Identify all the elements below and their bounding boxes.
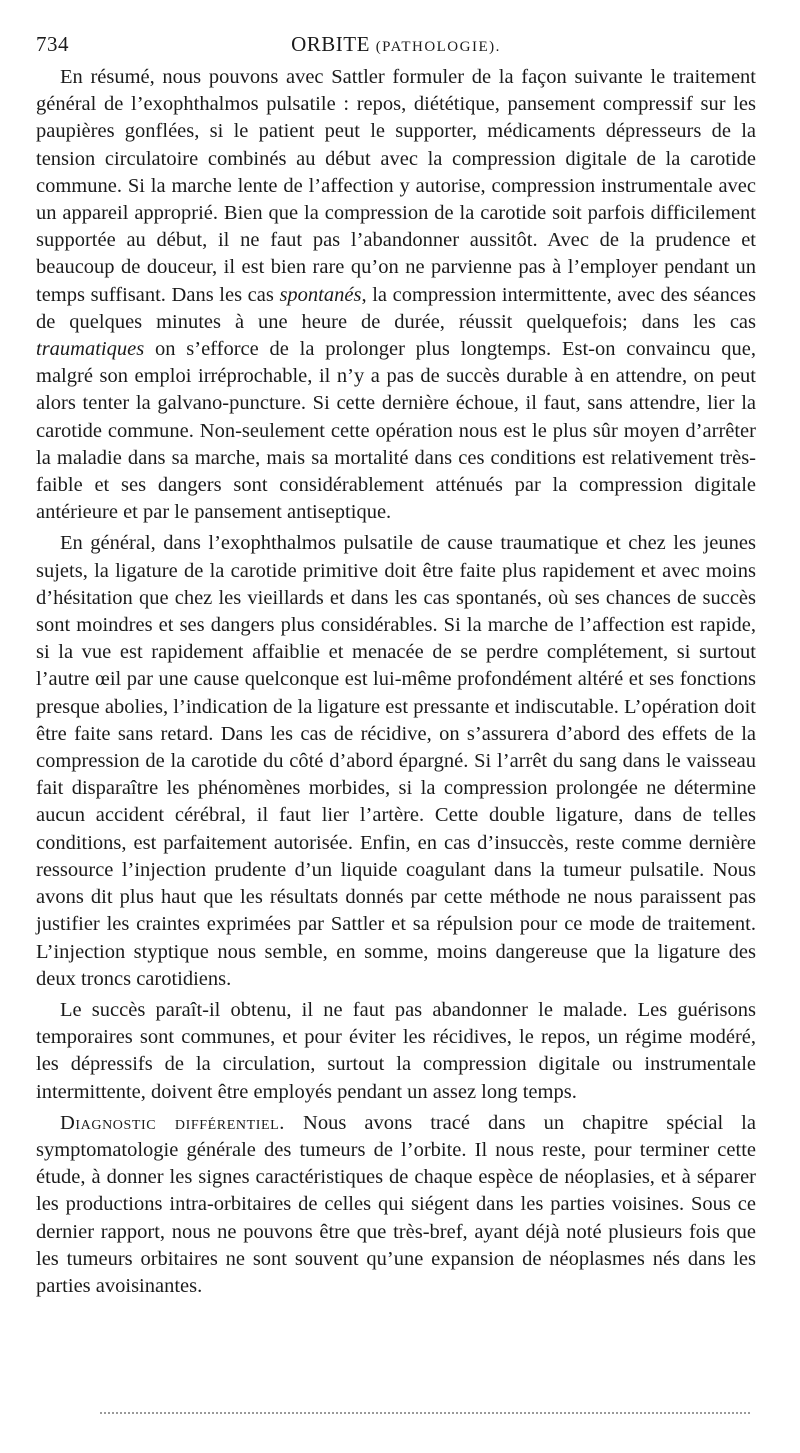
running-title-main: ORBITE	[291, 32, 370, 56]
italic-term-spontaneous: spontanés	[279, 283, 362, 306]
text-run: Le succès paraît-il obtenu, il ne faut pas abandonner le malade. Les guérisons temporaires sont communes, et pour éviter les récidives, le repos, un régime modéré, les dépressifs de la circulation, surtout la compression digitale ou instrumentale intermittente, doivent être employés pendant un assez long temps.	[36, 998, 756, 1103]
page-number: 734	[36, 32, 69, 56]
paragraph-recovery	[36, 997, 756, 1106]
text-run: En résumé, nous pouvons avec Sattler formuler de la façon suivante le traitement général de l’exophthalmos pulsatile : repos, diététique, pansement compressif sur les paupières gonflées, si le patient peut le supporter, médicaments dépresseurs de la tension circulatoire combinés au début avec la compression digitale de la carotide commune. Si la marche lente de l’affection y autorise, compression instrumentale avec un appareil approprié. Bien que la compression de la carotide soit parfois difficilement supportée au début, il ne faut pas l’abandonner aussitôt. Avec de la prudence et beaucoup de douceur, il est bien rare qu’on ne parvienne pas à l’employer pendant un temps suffisant. Dans les cas	[36, 66, 756, 306]
paragraph-differential-diagnosis	[36, 1110, 756, 1300]
text-run: , la compression intermittente, avec des séances de quelques minutes à une heure de durée, réussit quelquefois; dans les cas	[36, 283, 756, 333]
running-head	[36, 28, 756, 62]
footer-dotted-rule	[100, 1412, 750, 1414]
paragraph-ligature-indications	[36, 530, 756, 992]
running-title-sub: (PATHOLOGIE).	[375, 39, 501, 55]
text-run: on s’efforce de la prolonger plus longtemps. Est-on convaincu que, malgré son emploi irréprochable, il n’y a pas de succès durable à en attendre, on peut alors tenter la galvano-puncture. Si cette dernière échoue, il faut, sans attendre, lier la carotide commune. Non-seulement cette opération nous est le plus sûr moyen d’arrêter la maladie dans sa marche, mais sa mortalité dans ces conditions est relativement très-faible et ses dangers sont considérablement atténués par la compression digitale antérieure et par le pansement antiseptique.	[36, 338, 756, 524]
text-run: En général, dans l’exophthalmos pulsatile de cause traumatique et chez les jeunes sujets, la ligature de la carotide primitive doit être faite plus rapidement et avec moins d’hésitation que chez les vieillards et dans les cas spontanés, où ses chances de succès sont moindres et ses dangers plus considérables. Si la marche de l’affection est rapide, si la vue est rapidement affaiblie et menacée de se perdre complétement, si surtout l’autre œil par une cause quelconque est lui-même profondément altéré et ses fonctions presque abolies, l’indication de la ligature est pressante et indiscutable. L’opération doit être faite sans retard. Dans les cas de récidive, on s’assurera d’abord des effets de la compression de la carotide du côté d’abord épargné. Si l’arrêt du sang dans le vaisseau fait disparaître les phénomènes morbides, si la compression prolongée ne détermine aucun accident cérébral, il faut lier l’artère. Cette double ligature, dans de telles conditions, est parfaitement autorisée. Enfin, en cas d’insuccès, reste comme dernière ressource l’injection prudente d’un liquide coagulant dans la tumeur pulsatile. Nous avons dit plus haut que les résultats donnés par cette méthode ne nous paraissent pas justifier les craintes exprimées par Sattler et sa répulsion pour ce mode de traitement. L’injection styptique nous semble, en somme, moins dangereuse que la ligature des deux troncs carotidiens.	[36, 532, 756, 990]
italic-term-traumatic: traumatiques	[36, 338, 145, 361]
paragraph-treatment-summary	[36, 64, 756, 526]
running-title	[36, 32, 756, 57]
body-text	[36, 64, 756, 1300]
section-heading-diagnostic: Diagnostic différentiel.	[60, 1111, 286, 1134]
text-run: Nous avons tracé dans un chapitre spécial la symptomatologie générale des tumeurs de l’orbite. Il nous reste, pour terminer cette étude, à donner les signes caractéristiques de chaque espèce de néoplasies, et à séparer les productions intra-orbitaires de celles qui siégent dans les parties voisines. Sous ce dernier rapport, nous ne pouvons être que très-bref, ayant déjà noté plusieurs fois que les tumeurs orbitaires ne sont souvent qu’une expansion de néoplasmes nés dans les parties avoisinantes.	[36, 1111, 756, 1297]
